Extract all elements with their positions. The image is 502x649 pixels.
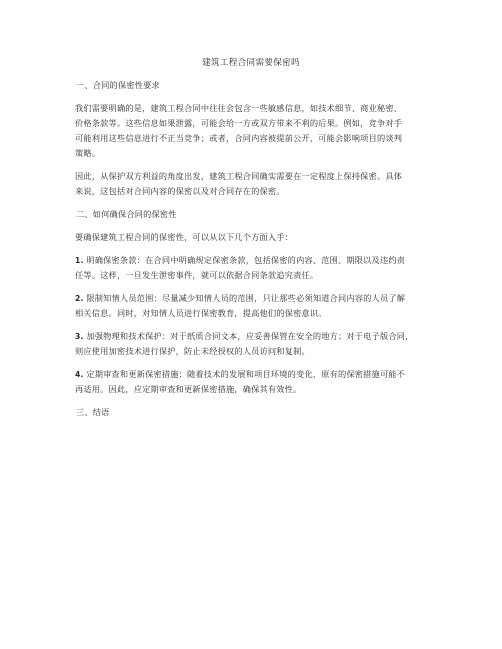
section-heading: 一、合同的保密性要求 bbox=[76, 80, 160, 90]
text-line: 要确保建筑工程合同的保密性，可以从以下几个方面入手： bbox=[75, 232, 294, 242]
list-number: 2. bbox=[75, 294, 84, 303]
list-item-text: 定期审查和更新保密措施：随着技术的发展和项目环境的变化，原有的保密措施可能不 bbox=[83, 369, 406, 379]
text-line: 因此，从保护双方利益的角度出发，建筑工程合同确实需要在一定程度上保持保密。具体 bbox=[75, 171, 403, 181]
list-item-text: 明确保密条款：在合同中明确规定保密条款，包括保密的内容、范围、期限以及违约责 bbox=[83, 255, 406, 265]
text-line bbox=[75, 291, 435, 306]
list-item-text: 限制知情人员范围：尽量减少知情人员的范围，只让那些必须知道合同内容的人员了解 bbox=[83, 293, 406, 303]
text-line: 则应使用加密技术进行保护，防止未经授权的人员访问和复制。 bbox=[75, 346, 310, 356]
list-item bbox=[75, 253, 435, 283]
document-body bbox=[75, 78, 435, 428]
text-line: 相关信息。同时，对知情人员进行保密教育，提高他们的保密意识。 bbox=[75, 308, 327, 318]
text-line: 再适用。因此，应定期审查和更新保密措施，确保其有效性。 bbox=[75, 384, 302, 394]
list-number: 1. bbox=[75, 256, 84, 265]
list-item bbox=[75, 367, 435, 397]
document-title: 建筑工程合同需要保密吗 bbox=[202, 58, 300, 68]
text-line: 可能利用这些信息进行不正当竞争；或者，合同内容被提前公开，可能会影响项目的谈判 bbox=[75, 133, 403, 143]
paragraph bbox=[75, 169, 435, 199]
text-line: 来说，这包括对合同内容的保密以及对合同存在的保密。 bbox=[75, 186, 285, 196]
list-number: 3. bbox=[75, 332, 84, 341]
section-heading: 二、如何确保合同的保密性 bbox=[76, 209, 177, 219]
text-line bbox=[75, 367, 435, 382]
text-line bbox=[75, 329, 435, 344]
text-line bbox=[75, 253, 435, 268]
section-heading: 三、结语 bbox=[76, 407, 110, 417]
text-line: 策略。 bbox=[75, 148, 101, 158]
list-item-text: 加强物理和技术保护：对于纸质合同文本，应妥善保管在安全的地方；对于电子版合同， bbox=[83, 331, 414, 341]
list-item bbox=[75, 291, 435, 321]
text-line: 我们需要明确的是，建筑工程合同中往往会包含一些敏感信息，如技术细节、商业秘密、 bbox=[75, 103, 403, 113]
list-item bbox=[75, 329, 435, 359]
paragraph bbox=[75, 230, 435, 245]
text-line: 任等。这样，一旦发生泄密事件，就可以依据合同条款追究责任。 bbox=[75, 270, 319, 280]
paragraph bbox=[75, 101, 435, 161]
list-number: 4. bbox=[75, 370, 84, 379]
text-line: 价格条款等。这些信息如果泄露，可能会给一方或双方带来不利的后果。例如，竞争对手 bbox=[75, 118, 403, 128]
